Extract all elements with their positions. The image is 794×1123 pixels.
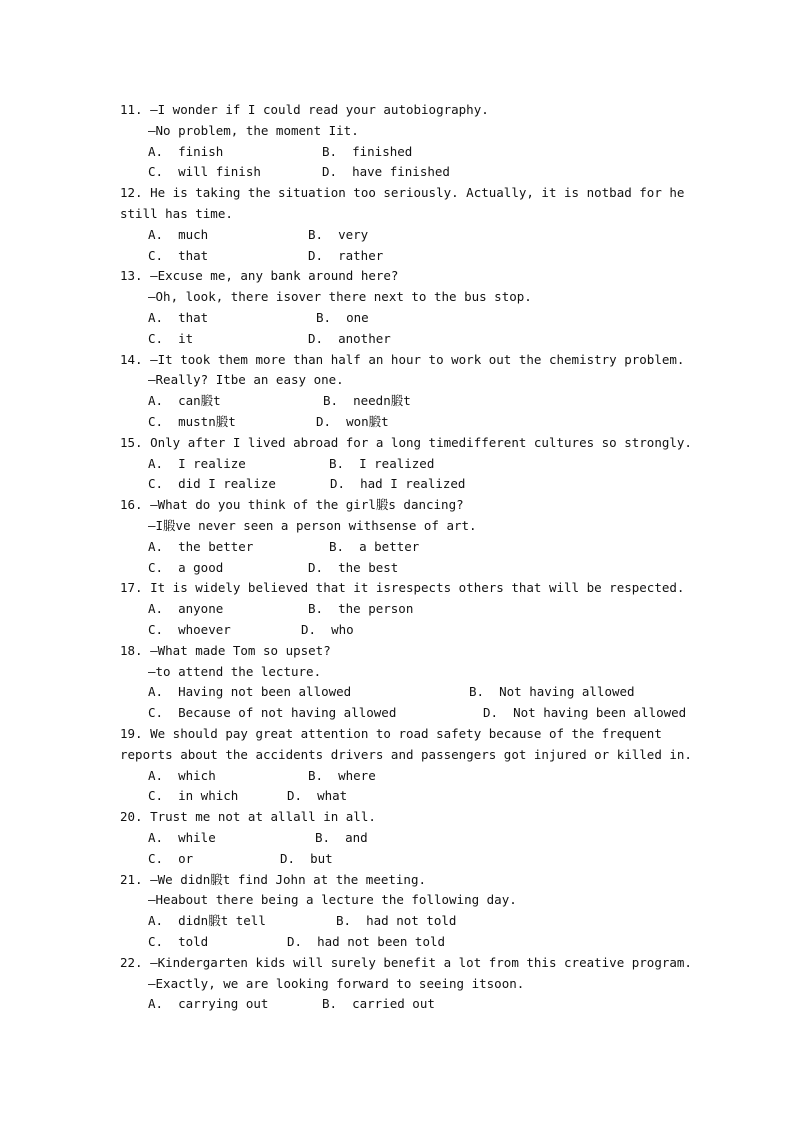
question-stem: 12. He is taking the situation too seriously. Actually, it is notbad for he xyxy=(120,185,685,201)
question-stem-continuation: —to attend the lecture. xyxy=(148,663,322,679)
answer-option: D. who xyxy=(301,622,354,637)
answer-option: C. mustn腶t xyxy=(148,414,236,429)
answer-option: B. finished xyxy=(322,143,413,159)
answer-option: B. needn腶t xyxy=(323,393,411,409)
question-stem: 21. —We didn腶t find John at the meeting. xyxy=(120,871,426,887)
question-stem: 15. Only after I lived abroad for a long timedifferent cultures so strongly. xyxy=(120,434,692,450)
answer-option: B. had not told xyxy=(336,913,457,929)
answer-option: C. a good xyxy=(148,559,224,575)
question-stem-continuation: —Heabout there being a lecture the following day. xyxy=(148,892,517,908)
answer-option: A. while xyxy=(148,830,216,845)
answer-option: D. had not been told xyxy=(287,934,446,949)
answer-option: D. had I realized xyxy=(330,476,466,492)
answer-option: A. Having not been allowed xyxy=(148,684,352,700)
answer-option: C. in which xyxy=(148,788,239,804)
question-stem-continuation: —No problem, the moment Iit. xyxy=(148,122,359,138)
answer-option: D. but xyxy=(280,850,333,866)
question-stem: 20. Trust me not at allall in all. xyxy=(120,809,376,825)
question-stem: 18. —What made Tom so upset? xyxy=(120,642,331,658)
answer-option: C. it xyxy=(148,330,194,346)
question-stem-continuation: —Really? Itbe an easy one. xyxy=(148,372,344,388)
answer-option: C. did I realize xyxy=(148,476,276,492)
question-stem: 13. —Excuse me, any bank around here? xyxy=(120,268,399,284)
answer-option: D. another xyxy=(308,330,391,346)
answer-option: A. anyone xyxy=(148,601,224,617)
question-stem-continuation: —Oh, look, there isover there next to the bus stop. xyxy=(148,289,532,305)
question-stem-continuation: still has time. xyxy=(120,206,233,221)
question-stem: 14. —It took them more than half an hour to work out the chemistry problem. xyxy=(120,351,685,367)
answer-option: A. finish xyxy=(148,143,224,159)
answer-option: C. told xyxy=(148,934,209,949)
answer-option: D. the best xyxy=(308,559,399,575)
answer-option: A. I realize xyxy=(148,455,246,471)
answer-option: D. have finished xyxy=(322,164,450,180)
answer-option: B. a better xyxy=(329,538,420,554)
answer-option: D. rather xyxy=(308,247,384,263)
answer-option: C. whoever xyxy=(148,622,231,637)
answer-option: A. can腶t xyxy=(148,393,221,409)
question-stem-continuation: —Exactly, we are looking forward to seeing itsoon. xyxy=(148,975,525,991)
answer-option: B. where xyxy=(308,767,376,783)
answer-option: B. and xyxy=(315,830,368,845)
answer-option: A. didn腶t tell xyxy=(148,913,266,929)
answer-option: C. will finish xyxy=(148,164,261,180)
question-stem: 17. It is widely believed that it isrespects others that will be respected. xyxy=(120,580,685,596)
answer-option: A. that xyxy=(148,310,209,325)
answer-option: B. carried out xyxy=(322,996,435,1012)
answer-option: B. the person xyxy=(308,601,414,617)
question-stem-continuation: reports about the accidents drivers and passengers got injured or killed in. xyxy=(120,746,692,762)
answer-option: C. Because of not having allowed xyxy=(148,705,397,721)
answer-option: A. which xyxy=(148,767,216,783)
answer-option: B. I realized xyxy=(329,455,435,471)
answer-option: B. very xyxy=(308,226,369,242)
answer-option: D. Not having been allowed xyxy=(483,705,687,721)
answer-option: B. Not having allowed xyxy=(469,684,635,700)
question-stem: 22. —Kindergarten kids will surely benefit a lot from this creative program. xyxy=(120,954,692,970)
question-stem: 16. —What do you think of the girl腶s dancing? xyxy=(120,497,464,513)
answer-option: A. much xyxy=(148,226,209,242)
answer-option: C. that xyxy=(148,247,209,263)
answer-option: D. what xyxy=(287,788,348,804)
question-stem: 19. We should pay great attention to road safety because of the frequent xyxy=(120,726,662,741)
answer-option: A. carrying out xyxy=(148,996,269,1012)
answer-option: B. one xyxy=(316,310,369,325)
answer-option: D. won腶t xyxy=(316,414,389,429)
question-stem-continuation: —I腶ve never seen a person withsense of art. xyxy=(148,518,477,533)
answer-option: C. or xyxy=(148,850,194,866)
answer-option: A. the better xyxy=(148,538,254,554)
question-stem: 11. —I wonder if I could read your autobiography. xyxy=(120,102,489,117)
